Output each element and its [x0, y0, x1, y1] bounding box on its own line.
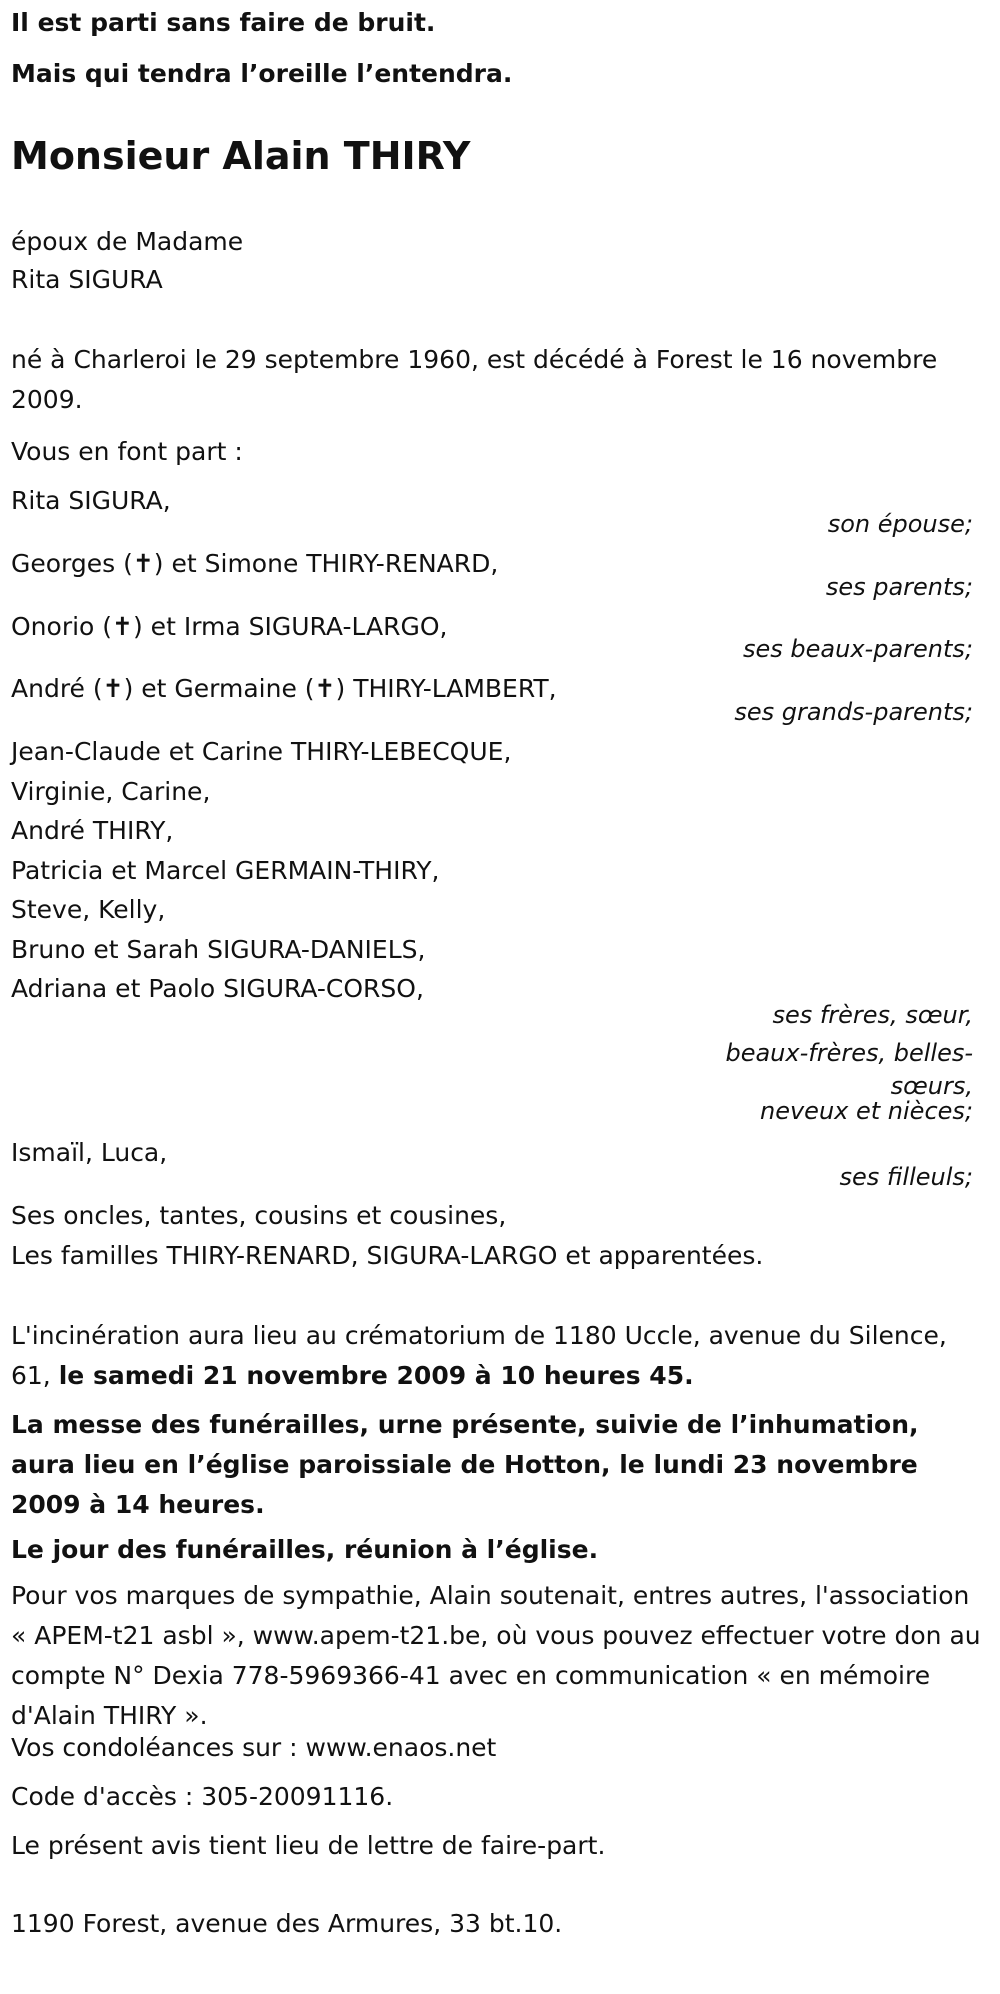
family-name-grandparents: André (✝) et Germaine (✝) THIRY-LAMBERT,	[11, 674, 557, 703]
funeral-meeting-text: Le jour des funérailles, réunion à l’église.	[11, 1535, 599, 1564]
cremation-date: le samedi 21 novembre 2009 à 10 heures 45.	[58, 1361, 694, 1390]
deceased-name: Monsieur Alain THIRY	[11, 134, 471, 178]
family-name-sibling: Patricia et Marcel GERMAIN-THIRY,	[11, 856, 440, 885]
donation-text: Pour vos marques de sympathie, Alain soutenait, entres autres, l'association « APEM-t21 asbl », www.apem-t21.be, où vous pouvez effectuer votre don au compte N° Dexia 778-5969366-41 avec en communication « en mémoire d'Alain THIRY ».	[11, 1581, 981, 1730]
family-name-parents: Georges (✝) et Simone THIRY-RENARD,	[11, 549, 499, 578]
spouse-line-2: Rita SIGURA	[11, 265, 163, 294]
birth-death-text: né à Charleroi le 29 septembre 1960, est décédé à Forest le 16 novembre 2009.	[11, 345, 938, 414]
extended-family-line-1: Ses oncles, tantes, cousins et cousines,	[11, 1201, 507, 1230]
family-role-godchildren: ses filleuls;	[839, 1163, 973, 1191]
notice-text: Le présent avis tient lieu de lettre de faire-part.	[11, 1831, 606, 1860]
family-role-siblings-line-2: beaux-frères, belles-	[725, 1039, 973, 1067]
poem-line-2: Mais qui tendra l’oreille l’entendra.	[11, 59, 513, 88]
spouse-line-1: époux de Madame	[11, 227, 244, 256]
intro-text: Vous en font part :	[11, 437, 243, 466]
family-name-spouse: Rita SIGURA,	[11, 486, 171, 515]
family-name-parents-in-law: Onorio (✝) et Irma SIGURA-LARGO,	[11, 612, 448, 641]
family-role-parents: ses parents;	[825, 573, 973, 601]
extended-family-line-2: Les familles THIRY-RENARD, SIGURA-LARGO et apparentées.	[11, 1241, 764, 1270]
family-role-spouse: son épouse;	[827, 510, 973, 538]
family-role-siblings-line-3: sœurs,	[890, 1072, 973, 1100]
family-name-godchildren: Ismaïl, Luca,	[11, 1138, 168, 1167]
family-role-grandparents: ses grands-parents;	[734, 698, 973, 726]
family-name-sibling: Jean-Claude et Carine THIRY-LEBECQUE,	[11, 737, 512, 766]
funeral-mass-text: La messe des funérailles, urne présente, suivie de l’inhumation, aura lieu en l’église paroissiale de Hotton, le lundi 23 novembre 2009 à 14 heures.	[11, 1410, 919, 1519]
cremation-text	[11, 1316, 981, 1396]
family-role-siblings-line-4: neveux et nièces;	[760, 1097, 973, 1125]
family-name-sibling: Adriana et Paolo SIGURA-CORSO,	[11, 974, 424, 1003]
family-name-sibling: Steve, Kelly,	[11, 895, 166, 924]
family-role-parents-in-law: ses beaux-parents;	[743, 635, 973, 663]
family-role-siblings-line-1: ses frères, sœur,	[772, 1001, 973, 1029]
family-name-sibling: Virginie, Carine,	[11, 777, 211, 806]
access-code-text: Code d'accès : 305-20091116.	[11, 1782, 394, 1811]
poem-line-1: Il est parti sans faire de bruit.	[11, 8, 436, 37]
condolences-text: Vos condoléances sur : www.enaos.net	[11, 1733, 497, 1762]
family-name-sibling: André THIRY,	[11, 816, 174, 845]
family-name-sibling: Bruno et Sarah SIGURA-DANIELS,	[11, 935, 426, 964]
cremation-details: L'incinération aura lieu au crématorium de 1180 Uccle, avenue du Silence, 61,	[11, 1321, 947, 1390]
address-text: 1190 Forest, avenue des Armures, 33 bt.10.	[11, 1909, 563, 1938]
